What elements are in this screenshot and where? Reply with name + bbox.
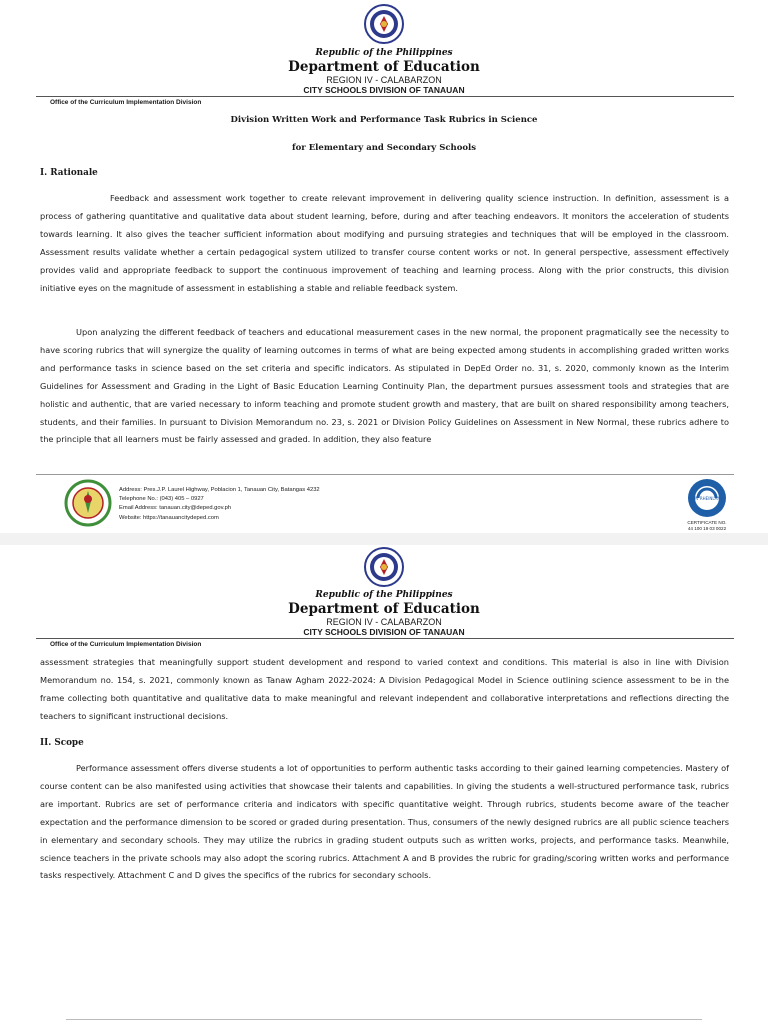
republic-label: Republic of the Philippines [315, 48, 453, 58]
iso-certification-icon [684, 478, 730, 518]
section-heading-scope: II. Scope [40, 738, 84, 748]
footer-website: Website: https://tanauancitydeped.com [119, 514, 219, 521]
footer-telephone: Telephone No.: (043) 405 – 0927 [119, 496, 204, 503]
document-title-line2: for Elementary and Secondary Schools [291, 143, 477, 153]
iso-certificate-label: CERTIFICATE NO. [687, 520, 727, 525]
header-rule [36, 638, 734, 639]
deped-seal-icon [364, 4, 404, 44]
republic-label: Republic of the Philippines [315, 590, 453, 600]
office-label: Office of the Curriculum Implementation Division [50, 99, 202, 106]
document-title-line1: Division Written Work and Performance Task Rubrics in Science [230, 115, 538, 125]
footer-address: Address: Pres.J.P. Laurel Highway, Poblacion 1, Tanauan City, Batangas 4232 [119, 487, 320, 493]
division-name: CITY SCHOOLS DIVISION OF TANAUAN [303, 85, 465, 95]
iso-certificate-number: 44 100 19 03 0022 [687, 526, 727, 531]
department-name: Department of Education [288, 601, 480, 617]
region-label: REGION IV - CALABARZON [326, 75, 442, 85]
division-name: CITY SCHOOLS DIVISION OF TANAUAN [303, 627, 465, 637]
division-logo-icon [64, 479, 112, 527]
iso-certificate [676, 520, 738, 532]
deped-seal-icon [364, 547, 404, 587]
rationale-paragraph-2: Upon analyzing the different feedback of teachers and educational measurement cases in the new normal, the proponent pragmatically see the necessity to have scoring rubrics that will synergize the quality of learning outcomes in terms of what are being expected among students in accomplishing graded written works and performance tasks in science based on the set criteria and specific indicators. As stipulated in DepEd Order no. 31, s. 2020, commonly known as the Interim Guidelines for Assessment and Grading in the Light of Basic Education Learning Continuity Plan, the department pursues assessment tools and strategies that are holistic and authentic, that are varied necessary to inform teaching and promote student growth and mastery, that are built on shared responsibility among teachers, students, and their families. In pursuant to Division Memorandum no. 23, s. 2021 or Division Policy Guidelines on Assessment in New Normal, these rubrics adhere to the principle that all learners must be fairly assessed and graded. In addition, they also feature [40, 327, 729, 445]
scope-paragraph-1: Performance assessment offers diverse students a lot of opportunities to perform authentic tasks according to their gained learning competencies. Mastery of course content can be also manifested using activities that showcase their talents and capabilities. In giving the students a well-structured performance task, rubrics are important. Rubrics are set of performance criteria and indicators with specific quantitative weight. Through rubrics, students become aware of the teacher expectation and the performance dimension to be scored or graded during presentation. Thus, consumers of the newly designed rubrics are all public science teachers in elementary and secondary schools. They may utilize the rubrics in grading student outputs such as written works, projects, and performance tasks. Meanwhile, science teachers in the private schools may also adopt the scoring rubrics. Attachment A and B provides the rubric for grading/scoring written works and performance tasks respectively. Attachment C and D gives the specifics of the rubrics for secondary schools. [40, 763, 729, 881]
region-label: REGION IV - CALABARZON [326, 617, 442, 627]
iso-logo-text: TUV RHEINLAND [690, 496, 724, 501]
office-label: Office of the Curriculum Implementation Division [50, 641, 202, 648]
section-heading-rationale: I. Rationale [40, 168, 98, 178]
rationale-paragraph-1: Feedback and assessment work together to create relevant improvement in delivering quality science instruction. In definition, assessment is a process of gathering quantitative and qualitative data about student learning, before, during and after teaching endeavors. It monitors the acceleration of students towards learning. It also gives the teacher sufficient information about modifying and pursuing strategies and techniques that will be employed in the classroom. Assessment results validate whether a certain pedagogical system utilized to transfer course content works or not. In general perspective, assessment effectively provides valid and appropriate feedback to support the continuous improvement of teaching and learning process. Along with the prior constructs, this division initiative eyes on the magnitude of assessment in establishing a stable and reliable feedback system. [40, 193, 729, 293]
footer-email: Email Address: tanauan.city@deped.gov.ph [119, 505, 232, 512]
department-name: Department of Education [288, 59, 480, 75]
footer-rule [36, 474, 734, 475]
header-rule [36, 96, 734, 97]
footer-contact [119, 486, 320, 523]
rationale-paragraph-2-continued: assessment strategies that meaningfully support student development and respond to varied context and conditions. This material is also in line with Division Memorandum no. 154, s. 2021, commonly known as Tanaw Agham 2022-2024: A Division Pedagogical Model in Science outlining science assessment to be in the frame collecting both quantitative and qualitative data to make meaningful and relevant independent and collaborative interpretations and reflections directing the teachers to significant instructional decisions. [40, 657, 729, 721]
next-page-rule [66, 1019, 702, 1020]
page-break [0, 533, 768, 545]
